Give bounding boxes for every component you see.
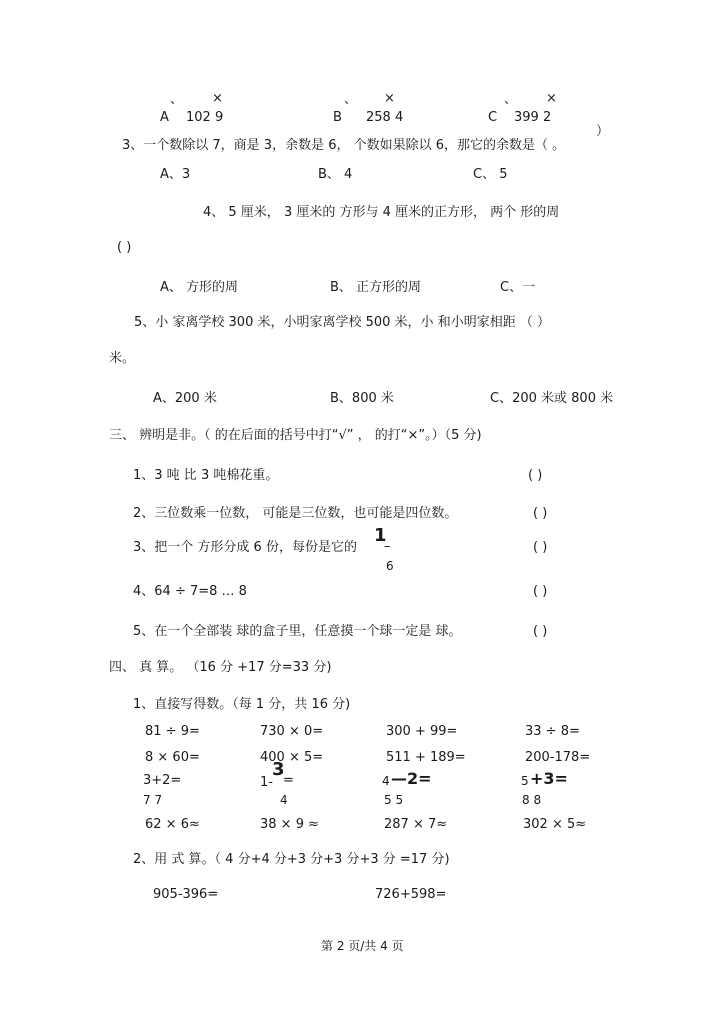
calc-r4-c3: 287 × 7≈	[384, 817, 448, 832]
section3-heading: 三、 辨明是非。（ 的在后面的括号中打“√” ， 的打“×”。）（5 分)	[109, 428, 482, 443]
q4-stem: 4、 5 厘米， 3 厘米的 方形与 4 厘米的正方形， 两个 形的周	[203, 205, 560, 220]
q4-answer-paren: ( )	[117, 240, 132, 255]
q3-option-c: C、 5	[473, 167, 508, 182]
option-c-numbers: 399 2	[514, 110, 552, 125]
q3-option-a: A、3	[160, 167, 191, 182]
tf-answer-paren-3[interactable]: ( )	[533, 540, 548, 555]
tf-item-3: 3、把一个 方形分成 6 份，每份是它的	[133, 540, 357, 555]
q5-option-c: C、200 米或 800 米	[490, 391, 614, 406]
option-c-mark: 、	[504, 92, 518, 107]
tf-item-3-frac-num: 1	[374, 525, 387, 546]
tf-answer-paren-4[interactable]: ( )	[533, 584, 548, 599]
q4-option-a: A、 方形的周	[160, 280, 239, 295]
frac3-operator: —2=	[391, 769, 432, 788]
frac2-numerator: 3	[272, 759, 285, 780]
tf-answer-paren-5[interactable]: ( )	[533, 624, 548, 639]
section4-sub2: 2、用 式 算。（ 4 分+4 分+3 分+3 分+3 分 =17 分)	[133, 852, 450, 867]
q4-option-b: B、 正方形的周	[330, 280, 422, 295]
option-c-times: ×	[546, 91, 557, 106]
option-b-mark: 、	[344, 92, 358, 107]
q5-option-a: A、200 米	[153, 391, 217, 406]
column-calc-2: 726+598=	[375, 887, 447, 902]
option-a-times: ×	[212, 91, 223, 106]
frac3-top: 4	[382, 774, 390, 788]
q3-stem: 3、一个数除以 7，商是 3，余数是 6， 个数如果除以 6，那它的余数是（ 。	[122, 138, 566, 153]
option-b-letter: B	[333, 110, 342, 125]
calc-r2-c1: 8 × 60=	[145, 750, 200, 765]
frac1-bottom: 7 7	[143, 793, 163, 807]
q3-close-paren: ）	[596, 124, 610, 139]
calc-r2-c3: 511 + 189=	[386, 750, 466, 765]
calc-r2-c4: 200-178=	[525, 750, 591, 765]
tf-item-3-frac-dash: –	[384, 539, 391, 554]
q4-option-c: C、一	[500, 280, 536, 295]
frac4-top: 5	[521, 774, 529, 788]
frac3-bottom: 5 5	[384, 793, 404, 807]
tf-answer-paren-1[interactable]: ( )	[528, 468, 543, 483]
calc-r4-c1: 62 × 6≈	[145, 817, 200, 832]
q5-unit: 米。	[109, 351, 136, 366]
tf-answer-paren-2[interactable]: ( )	[533, 506, 548, 521]
option-a-mark: 、	[170, 92, 184, 107]
calc-r1-c1: 81 ÷ 9=	[145, 724, 200, 739]
q3-option-b: B、 4	[318, 167, 353, 182]
calc-r4-c4: 302 × 5≈	[523, 817, 587, 832]
option-c-letter: C	[488, 110, 498, 125]
frac1-top: 3+2=	[143, 773, 182, 788]
calc-r1-c3: 300 + 99=	[386, 724, 458, 739]
calc-r2-c2: 400 × 5=	[260, 750, 324, 765]
calc-r1-c4: 33 ÷ 8=	[525, 724, 580, 739]
option-a-numbers: 102 9	[186, 110, 224, 125]
q5-option-b: B、800 米	[330, 391, 394, 406]
column-calc-1: 905-396=	[153, 887, 219, 902]
frac4-operator: +3=	[530, 769, 568, 788]
section4-heading: 四、 真 算。 （16 分 +17 分=33 分)	[109, 660, 332, 675]
q5-stem: 5、小 家离学校 300 米，小明家离学校 500 米，小 和小明家相距 （ ）	[134, 315, 550, 330]
option-a-letter: A	[160, 110, 169, 125]
option-b-numbers: 258 4	[366, 110, 404, 125]
tf-item-2: 2、三位数乘一位数， 可能是三位数，也可能是四位数。	[133, 506, 458, 521]
section4-sub1: 1、直接写得数。（每 1 分，共 16 分)	[133, 697, 351, 712]
calc-r1-c2: 730 × 0=	[260, 724, 324, 739]
calc-r4-c2: 38 × 9 ≈	[260, 817, 319, 832]
option-b-times: ×	[384, 91, 395, 106]
tf-item-4: 4、64 ÷ 7=8 … 8	[133, 584, 247, 599]
frac2-prefix: 1-	[260, 775, 273, 790]
page-footer: 第 2 页/共 4 页	[321, 939, 404, 953]
tf-item-3-frac-den: 6	[386, 559, 394, 573]
tf-item-1: 1、3 吨 比 3 吨棉花重。	[133, 468, 279, 483]
frac2-denominator: 4	[280, 793, 288, 807]
tf-item-5: 5、在一个全部装 球的盒子里，任意摸一个球一定是 球。	[133, 624, 462, 639]
frac2-equals: =	[283, 773, 294, 788]
frac4-bottom: 8 8	[522, 793, 542, 807]
